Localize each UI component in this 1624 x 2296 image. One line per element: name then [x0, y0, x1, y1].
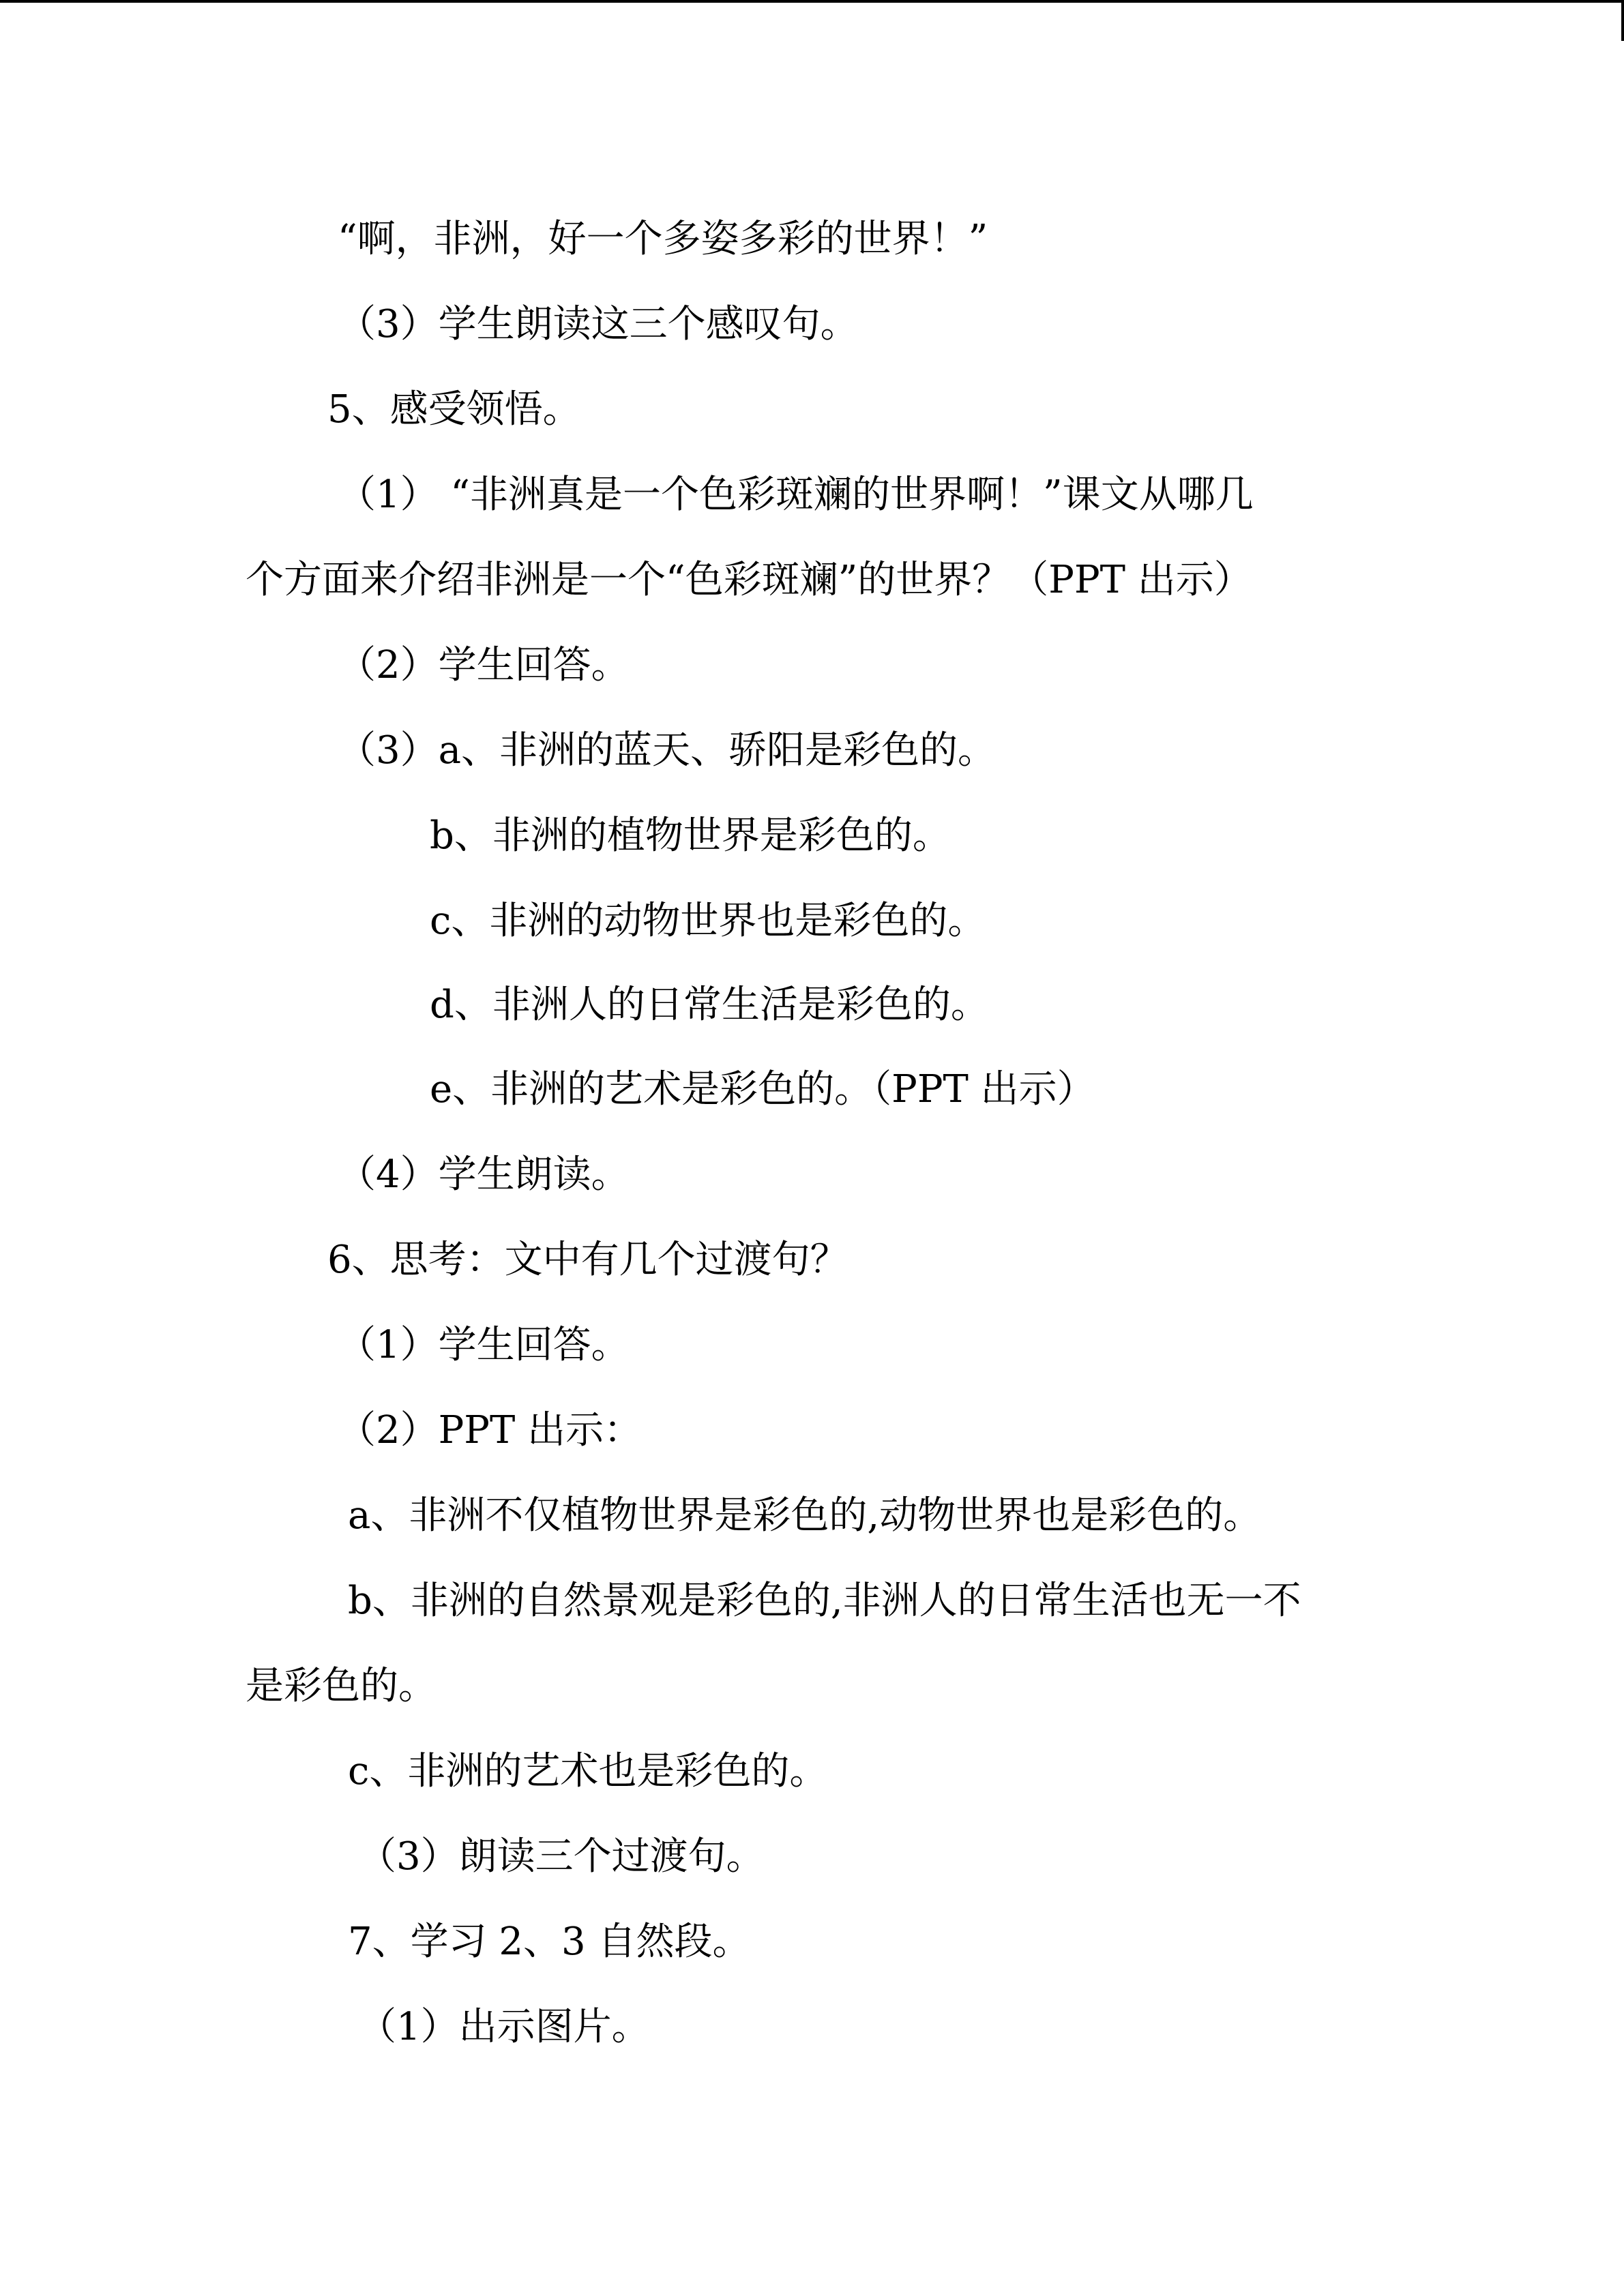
- text-line-14: （1）学生回答。: [338, 1323, 630, 1367]
- text-line-2: （3）学生朗读这三个感叹句。: [338, 302, 859, 346]
- text-line-21: 7、学习 2、3 自然段。: [348, 1920, 751, 1964]
- text-line-18: 是彩色的。: [246, 1664, 437, 1708]
- text-line-15: （2）PPT 出示：: [338, 1408, 643, 1452]
- text-line-7: （3）a、非洲的蓝天、骄阳是彩色的。: [338, 728, 996, 773]
- text-line-17: b、非洲的自然景观是彩色的,非洲人的日常生活也无一不: [348, 1579, 1301, 1623]
- text-line-12: （4）学生朗读。: [338, 1152, 630, 1197]
- text-line-3: 5、感受领悟。: [327, 387, 581, 432]
- text-line-8: b、非洲的植物世界是彩色的。: [430, 814, 951, 858]
- text-line-11: e、非洲的艺术是彩色的。（PPT 出示）: [430, 1067, 1095, 1112]
- text-line-1: “啊，非洲，好一个多姿多彩的世界！”: [338, 217, 988, 261]
- text-line-13: 6、思考：文中有几个过渡句？: [327, 1238, 848, 1282]
- text-line-4: （1） “非洲真是一个色彩斑斓的世界啊！”课文从哪几: [338, 473, 1254, 517]
- text-line-10: d、非洲人的日常生活是彩色的。: [430, 983, 989, 1027]
- text-line-20: （3）朗读三个过渡句。: [358, 1834, 765, 1879]
- text-line-6: （2）学生回答。: [338, 643, 630, 687]
- page-right-border: [1621, 0, 1624, 41]
- text-line-22: （1）出示图片。: [358, 2005, 650, 2049]
- text-line-9: c、非洲的动物世界也是彩色的。: [430, 899, 986, 943]
- text-line-5: 个方面来介绍非洲是一个“色彩斑斓”的世界？（PPT 出示）: [246, 558, 1252, 602]
- text-line-19: c、非洲的艺术也是彩色的。: [348, 1749, 828, 1793]
- text-line-16: a、非洲不仅植物世界是彩色的,动物世界也是彩色的。: [348, 1493, 1262, 1538]
- page-top-border: [0, 0, 1624, 3]
